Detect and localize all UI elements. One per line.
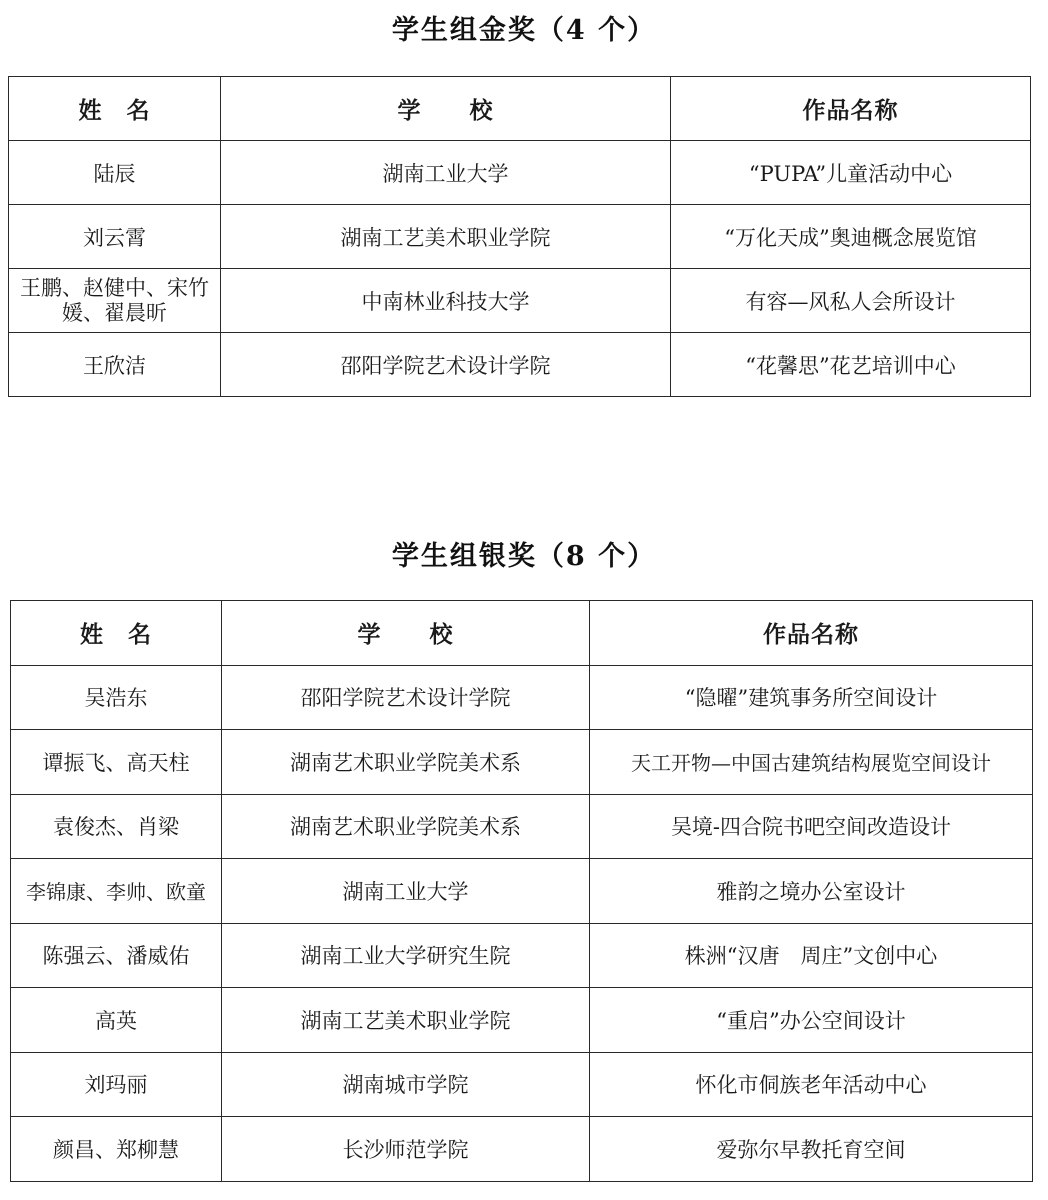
cell-name: 王欣洁 xyxy=(9,333,221,397)
cell-work: 天工开物—中国古建筑结构展览空间设计 xyxy=(590,730,1033,795)
gold-award-table xyxy=(8,76,1031,397)
cell-school: 邵阳学院艺术设计学院 xyxy=(221,333,671,397)
silver-award-title: 学生组银奖（8 个） xyxy=(391,541,657,572)
table-row xyxy=(11,988,1033,1053)
cell-school: 中南林业科技大学 xyxy=(221,269,671,333)
table-header-row xyxy=(11,601,1033,666)
cell-work: 怀化市侗族老年活动中心 xyxy=(590,1052,1033,1117)
table-row xyxy=(11,859,1033,924)
cell-school: 湖南艺术职业学院美术系 xyxy=(222,794,590,859)
cell-work: “隐曜”建筑事务所空间设计 xyxy=(590,665,1033,730)
table-row xyxy=(11,730,1033,795)
table-row xyxy=(9,141,1031,205)
cell-school: 湖南城市学院 xyxy=(222,1052,590,1117)
cell-work: “PUPA”儿童活动中心 xyxy=(671,141,1031,205)
cell-name: 陆辰 xyxy=(9,141,221,205)
cell-work: “花馨思”花艺培训中心 xyxy=(671,333,1031,397)
cell-name: 刘云霄 xyxy=(9,205,221,269)
table-row xyxy=(11,665,1033,730)
table-row xyxy=(11,1052,1033,1117)
cell-work: 雅韵之境办公室设计 xyxy=(590,859,1033,924)
header-school: 学 校 xyxy=(221,77,671,141)
cell-school: 湖南工艺美术职业学院 xyxy=(221,205,671,269)
cell-work: 爱弥尔早教托育空间 xyxy=(590,1117,1033,1182)
cell-name: 高英 xyxy=(11,988,222,1053)
table-row xyxy=(11,794,1033,859)
cell-name: 袁俊杰、肖梁 xyxy=(11,794,222,859)
cell-name: 颜昌、郑柳慧 xyxy=(11,1117,222,1182)
header-work: 作品名称 xyxy=(671,77,1031,141)
cell-name: 李锦康、李帅、欧童 xyxy=(11,859,222,924)
cell-school: 湖南工业大学 xyxy=(222,859,590,924)
cell-name: 吴浩东 xyxy=(11,665,222,730)
cell-school: 邵阳学院艺术设计学院 xyxy=(222,665,590,730)
cell-name: 刘玛丽 xyxy=(11,1052,222,1117)
table-row xyxy=(11,923,1033,988)
cell-work: “重启”办公空间设计 xyxy=(590,988,1033,1053)
table-header-row xyxy=(9,77,1031,141)
header-name: 姓 名 xyxy=(9,77,221,141)
cell-work: 吴境-四合院书吧空间改造设计 xyxy=(590,794,1033,859)
cell-school: 湖南工艺美术职业学院 xyxy=(222,988,590,1053)
table-row xyxy=(11,1117,1033,1182)
cell-name: 陈强云、潘威佑 xyxy=(11,923,222,988)
cell-school: 湖南工业大学 xyxy=(221,141,671,205)
header-name: 姓 名 xyxy=(11,601,222,666)
table-row xyxy=(9,205,1031,269)
table-row xyxy=(9,333,1031,397)
silver-award-table xyxy=(10,600,1033,1182)
cell-work: 株洲“汉唐 周庄”文创中心 xyxy=(590,923,1033,988)
cell-school: 湖南工业大学研究生院 xyxy=(222,923,590,988)
cell-name: 谭振飞、高天柱 xyxy=(11,730,222,795)
cell-name: 王鹏、赵健中、宋竹媛、翟晨昕 xyxy=(9,269,221,333)
header-school: 学 校 xyxy=(222,601,590,666)
header-work: 作品名称 xyxy=(590,601,1033,666)
cell-school: 湖南艺术职业学院美术系 xyxy=(222,730,590,795)
gold-award-title: 学生组金奖（4 个） xyxy=(391,15,657,46)
cell-work: “万化天成”奥迪概念展览馆 xyxy=(671,205,1031,269)
cell-work: 有容—风私人会所设计 xyxy=(671,269,1031,333)
cell-school: 长沙师范学院 xyxy=(222,1117,590,1182)
table-row xyxy=(9,269,1031,333)
